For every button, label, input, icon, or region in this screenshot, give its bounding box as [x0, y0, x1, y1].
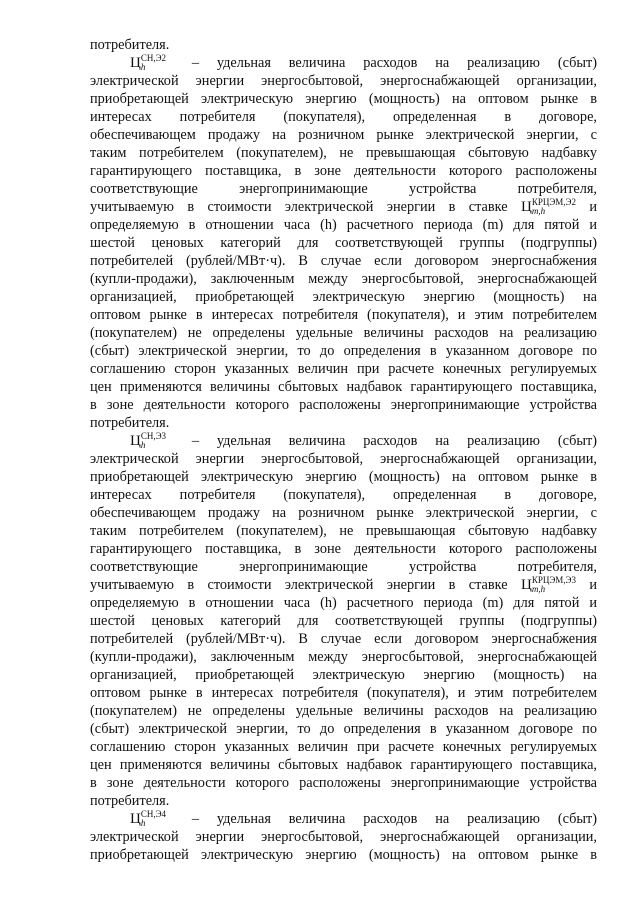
text-line: электрической энергии энергосбытовой, энергоснабжающей организации,: [90, 73, 597, 89]
text-line: (покупателем) не определены удельные величины расходов на реализацию: [90, 703, 597, 719]
text-line: организацией, приобретающей электрическую энергию (мощность) на: [90, 667, 597, 683]
text-line: организацией, приобретающей электрическую энергию (мощность) на: [90, 289, 597, 305]
text-line: гарантирующего поставщика, в зоне деятельности которого расположены: [90, 163, 597, 179]
text-line: приобретающей электрическую энергию (мощность) на оптовом рынке в: [90, 469, 597, 485]
text-line: интересах потребителя (покупателя), определенная в договоре,: [90, 109, 597, 125]
text-line: соглашению сторон указанных величин при расчете конечных регулируемых: [90, 739, 597, 755]
text-line: (купли-продажи), заключенным между энергосбытовой, энергоснабжающей: [90, 271, 597, 287]
formula-symbol: Ц СН,Э2 h: [130, 53, 167, 72]
text-line: потребителя.: [90, 37, 170, 53]
definition-text: – удельная величина расходов на реализацию (сбыт): [191, 55, 597, 71]
stavka-line: учитываемую в стоимости электрической энергии в ставке Ц КРЦЭМ,Э3 m,h и: [90, 575, 598, 594]
text-line: в зоне деятельности которого расположены энергопринимающие устройства: [90, 397, 597, 413]
text-line: приобретающей электрическую энергию (мощность) на оптовом рынке в: [90, 847, 597, 863]
text-line: обеспечивающем продажу на розничном рынке электрической энергии, с: [90, 505, 597, 521]
text-line: таким потребителем (покупателем), не превышающая сбытовую надбавку: [90, 145, 597, 161]
text-line: гарантирующего поставщика, в зоне деятельности которого расположены: [90, 541, 597, 557]
text-line: оптовом рынке в интересах потребителя (покупателя), и этим потребителем: [90, 307, 597, 323]
text-line: таким потребителем (покупателем), не превышающая сбытовую надбавку: [90, 523, 597, 539]
text-line: цен применяются величины сбытовых надбавок гарантирующего поставщика,: [90, 757, 597, 773]
text-line: потребителя.: [90, 415, 170, 431]
definition-first-line: [90, 432, 597, 450]
text-line: электрической энергии энергосбытовой, энергоснабжающей организации,: [90, 451, 597, 467]
stavka-line: учитываемую в стоимости электрической энергии в ставке Ц КРЦЭМ,Э2 m,h и: [90, 197, 598, 216]
text-line: (сбыт) электрической энергии, то до определения в указанном договоре по: [90, 343, 597, 359]
text-line: соглашению сторон указанных величин при расчете конечных регулируемых: [90, 361, 597, 377]
text-line: шестой ценовых категорий для соответствующей группы (подгруппы): [90, 235, 597, 251]
text-line: определяемую в отношении часа (h) расчетного периода (m) для пятой и: [90, 217, 597, 233]
text-line: интересах потребителя (покупателя), определенная в договоре,: [90, 487, 597, 503]
definition-block-e2: [90, 54, 597, 432]
text-line: (покупателем) не определены удельные величины расходов на реализацию: [90, 325, 597, 341]
text-line: приобретающей электрическую энергию (мощность) на оптовом рынке в: [90, 91, 597, 107]
text-line: соответствующие энергопринимающие устройства потребителя,: [90, 559, 597, 575]
text-line: соответствующие энергопринимающие устройства потребителя,: [90, 181, 597, 197]
definition-first-line: [90, 810, 597, 828]
definition-block-e4: [90, 810, 597, 864]
text-line: (купли-продажи), заключенным между энергосбытовой, энергоснабжающей: [90, 649, 597, 665]
formula-symbol: Ц СН,Э4 h: [130, 809, 167, 828]
text-line: потребителя.: [90, 793, 170, 809]
text-line: шестой ценовых категорий для соответствующей группы (подгруппы): [90, 613, 597, 629]
text-line: цен применяются величины сбытовых надбавок гарантирующего поставщика,: [90, 379, 597, 395]
definition-text: – удельная величина расходов на реализацию (сбыт): [191, 811, 597, 827]
formula-symbol: Ц КРЦЭМ,Э2 m,h: [520, 197, 576, 216]
definition-block-e3: [90, 432, 597, 810]
text-line: в зоне деятельности которого расположены энергопринимающие устройства: [90, 775, 597, 791]
formula-symbol: Ц СН,Э3 h: [130, 431, 167, 450]
formula-symbol: Ц КРЦЭМ,Э3 m,h: [520, 575, 576, 594]
text-line: электрической энергии энергосбытовой, энергоснабжающей организации,: [90, 829, 597, 845]
definition-text: – удельная величина расходов на реализацию (сбыт): [191, 433, 597, 449]
text-line: потребителей (рублей/МВт·ч). В случае если договором энергоснабжения: [90, 253, 597, 269]
text-line: обеспечивающем продажу на розничном рынке электрической энергии, с: [90, 127, 597, 143]
document-page: [90, 36, 597, 898]
text-line: потребителей (рублей/МВт·ч). В случае если договором энергоснабжения: [90, 631, 597, 647]
text-line: оптовом рынке в интересах потребителя (покупателя), и этим потребителем: [90, 685, 597, 701]
definition-first-line: [90, 54, 597, 72]
text-line: (сбыт) электрической энергии, то до определения в указанном договоре по: [90, 721, 597, 737]
text-line: определяемую в отношении часа (h) расчетного периода (m) для пятой и: [90, 595, 597, 611]
